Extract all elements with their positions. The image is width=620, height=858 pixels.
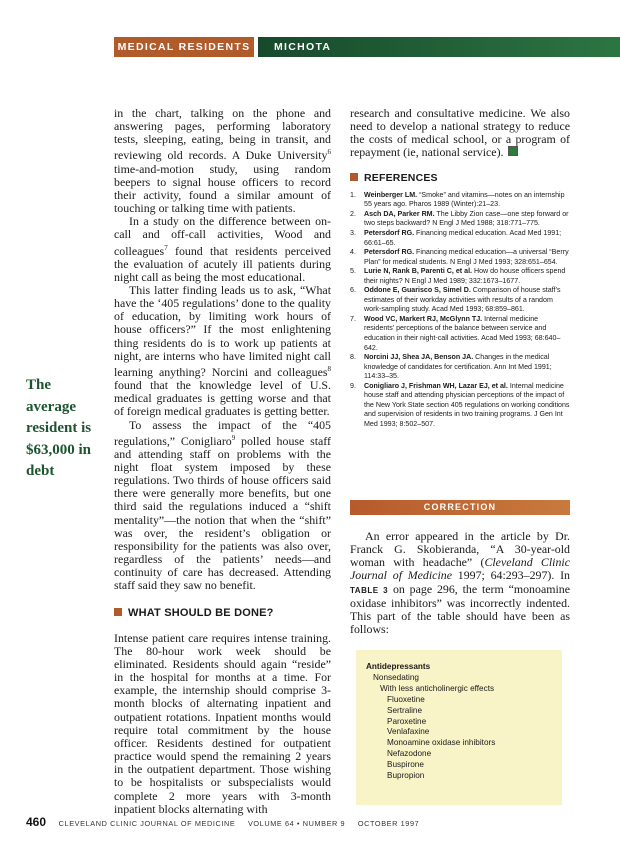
pull-quote: The average resident is $63,000 in debt <box>26 377 92 479</box>
table-row: Monoamine oxidase inhibitors <box>387 738 496 748</box>
reference-item: 3. Petersdorf RG. Financing medical education. Acad Med 1991; 66:61–65. <box>350 228 562 247</box>
reference-item: 6. Oddone E, Guarisco S, Simel D. Comparison of house staff’s estimates of their workday activities with results of a random work-sampling study. Acad Med 1993; 68:859–861. <box>350 286 561 314</box>
table-row: Fluoxetine <box>387 694 425 704</box>
square-bullet-icon <box>350 173 358 181</box>
paragraph: in the chart, talking on the phone and answering pages, performing laboratory tests, sleeping, eating, being in transit, and reviewing old records. A Duke University$^6$ time-and-motion study, using random beepers to signal house officers to record their activity, found a similar amount of touching or talking time with patients. <box>114 106 331 216</box>
table-row: With less anticholinergic effects <box>380 683 495 693</box>
table-row: Venlafaxine <box>387 727 430 737</box>
paragraph: In a study on the difference between on-call and off-call activities, Wood and colleagues$^7$ found that residents perceived the evaluation of acutely ill patients during night call as being the most educational. <box>114 214 331 284</box>
reference-item: 8. Norcini JJ, Shea JA, Benson JA. Changes in the medical knowledge of candidates for certification. Ann Int Med 1991; 114:33–35. <box>350 353 552 381</box>
references-heading: REFERENCES <box>350 172 570 185</box>
correction-table <box>356 650 562 805</box>
left-column <box>114 107 331 816</box>
table-row: Nefazodone <box>387 749 432 759</box>
table-row: Buspirone <box>387 760 424 770</box>
correction-heading: CORRECTION <box>350 500 570 515</box>
page-footer <box>26 815 586 829</box>
running-header <box>114 37 570 57</box>
paragraph: Intense patient care requires intense training. The 80-hour work week should be eliminated. Residents should again “reside” in the hospital for months at a time. For example, the internship should comprise 3-month blocks of alternating inpatient and outpatient rotations. Inpatient months would require total commitment by the house officer. Residents destined for outpatient practice would spend the remaining 2 years in the outpatient department. Those wishing to be hospitalists or subspecialists would complete 2 more years with 3-month inpatient blocks alternating with <box>114 630 331 816</box>
reference-item: 5. Lurie N, Rank B, Parenti C, et al. How do house officers spend their nights? N Engl J Med 1989; 332:1673–1677. <box>350 267 566 285</box>
table-row: Sertraline <box>387 705 423 715</box>
paragraph: This latter finding leads us to ask, “What have the ‘405 regulations’ done to the quality of education, by limiting work hours of house officers?” If the most enlightening thing residents do is to work up patients at night, are interns who have limited night call learning anything? Norcini and colleagues$^8$ found that the knowledge level of U.S. medical graduates is getting worse and that of foreign medical graduates is getting better. <box>114 282 331 419</box>
correction-text: An error appeared in the article by Dr. Franck G. Skobieranda, “A 30-year-old woman with headache” (Cleveland Clinic Journal of Medicine 1997; 64:293–297). In TABLE 3 on page 296, the term “monoamine oxidase inhibitors” was incorrectly indented. This part of the table should have been as follows: <box>350 529 571 637</box>
right-column <box>350 107 570 429</box>
reference-item: 1. Weinberger LM. “Smoke” and vitamins—notes on an internship 55 years ago. Pharos 1989 (Winter):21–23. <box>350 190 565 209</box>
table-row: Paroxetine <box>387 716 427 726</box>
section-tag: MEDICAL RESIDENTS <box>114 37 254 57</box>
footer-date: OCTOBER 1997 <box>357 819 420 828</box>
reference-item: 2. Asch DA, Parker RM. The Libby Zion case—one step forward or two steps backward? N Engl J Med 1988; 318:771–775. <box>350 209 569 228</box>
table-row: Bupropion <box>387 771 425 781</box>
paragraph: research and consultative medicine. We also need to develop a national strategy to reduce the costs of medical school, or a program of repayment (ie, national service). <box>350 106 570 160</box>
table-row: Nonsedating <box>373 672 419 682</box>
page-number: 460 <box>26 815 47 829</box>
reference-list <box>350 191 570 430</box>
reference-item: 9. Conigliaro J, Frishman WH, Lazar EJ, et al. Internal medicine house staff and attending physician perceptions of the impact of the New York State section 405 regulations on working conditions and supervision of residents in two training programs. J Gen Int Med 1993; 8:502–507. <box>350 381 570 428</box>
square-bullet-icon <box>114 608 122 616</box>
table-row: Antidepressants <box>366 662 431 671</box>
footer-volume: VOLUME 64 • NUMBER 9 <box>247 819 346 828</box>
author-header: MICHOTA <box>258 37 620 57</box>
paragraph: To assess the impact of the “405 regulations,” Conigliaro$^9$ polled house staff and attending staff on problems with the night float system imposed by these regulations. Two thirds of house officers said there were generally more benefits, but one third said the regulations induced a “shift mentality”—the notion that when the “shift” was over, the resident’s obligation or responsibility for the patients was also over, regardless of the patients’ needs—and continuity of care has decreased. Attending staff said they saw no benefit. <box>114 417 332 593</box>
reference-item: 4. Petersdorf RG. Financing medical education—a universal “Berry Plan” for medical students. N Engl J Med 1993; 328:651–654. <box>350 248 569 266</box>
reference-item: 7. Wood VC, Markert RJ, McGlynn TJ. Internal medicine residents’ perceptions of the balance between service and education in their night-call activities. Acad Med 1993; 68:640–642. <box>350 314 561 352</box>
footer-journal: CLEVELAND CLINIC JOURNAL OF MEDICINE <box>58 819 236 828</box>
section-heading: WHAT SHOULD BE DONE? <box>114 607 331 620</box>
end-mark-icon <box>508 146 518 156</box>
